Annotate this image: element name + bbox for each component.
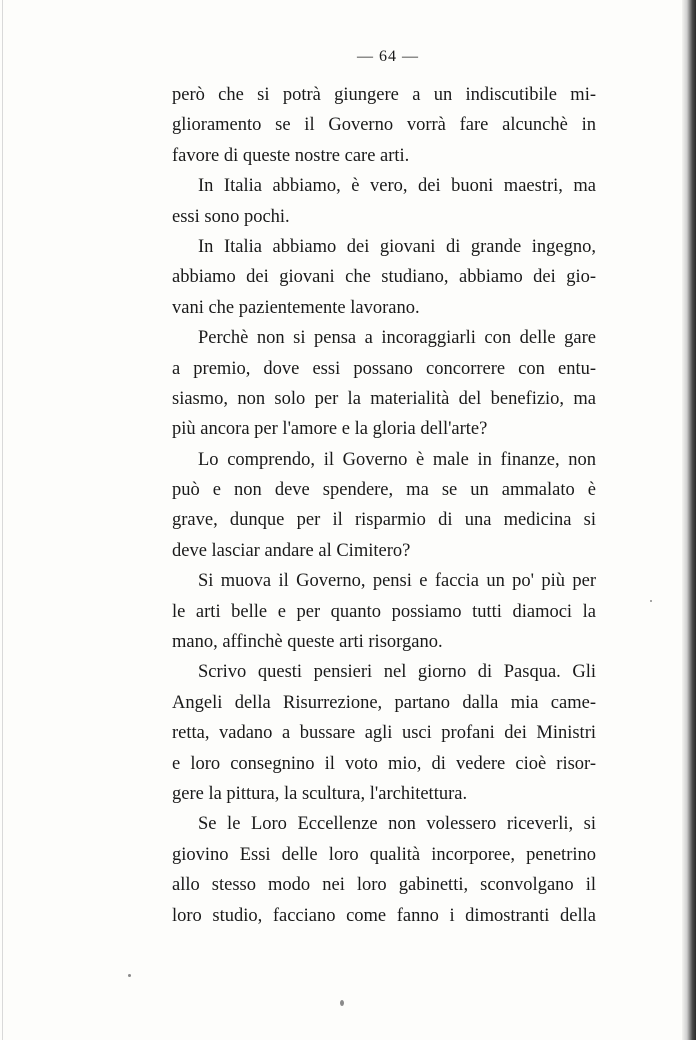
text-line: Si muova il Governo, pensi e faccia un po' più per [198,571,596,592]
text-line: In Italia abbiamo dei giovani di grande ingegno, [198,236,596,257]
text-line: può e non deve spendere, ma se un ammalato è [172,480,596,501]
text-line: vani che pazientemente lavorano. [172,297,420,318]
text-line: Angeli della Risurrezione, partano dalla mia came- [172,692,596,713]
text-line: In Italia abbiamo, è vero, dei buoni maestri, ma [198,176,596,197]
text-line: glioramento se il Governo vorrà fare alcunchè in [172,115,596,136]
text-line: Perchè non si pensa a incoraggiarli con delle gare [198,328,596,349]
text-line: favore di queste nostre care arti. [172,145,410,166]
text-line: grave, dunque per il risparmio di una medicina si [172,510,596,531]
body-text [172,80,596,931]
text-line: Scrivo questi pensieri nel giorno di Pasqua. Gli [198,662,596,683]
text-line: siasmo, non solo per la materialità del benefizio, ma [172,388,596,409]
text-line: però che si potrà giungere a un indiscutibile mi- [172,85,596,105]
text-line: abbiamo dei giovani che studiano, abbiamo dei gio- [172,267,596,288]
page-number: — 64 — [357,48,419,65]
page-binding-shadow [682,0,696,1040]
text-line: e loro consegnino il voto mio, di vedere cioè risor- [172,753,596,774]
page-left-edge [2,0,3,1040]
text-line: essi sono pochi. [172,206,290,227]
text-line: mano, affinchè queste arti risorgano. [172,632,443,653]
text-line: deve lasciar andare al Cimitero? [172,540,411,561]
text-line: retta, vadano a bussare agli usci profani dei Ministri [172,723,596,744]
text-line: allo stesso modo nei loro gabinetti, sconvolgano il [172,875,596,896]
text-line: Lo comprendo, il Governo è male in finanze, non [198,449,596,470]
text-line: più ancora per l'amore e la gloria dell'arte? [172,419,488,440]
paper-speck [128,974,131,977]
text-line: le arti belle e per quanto possiamo tutti diamoci la [172,601,596,622]
text-line: giovino Essi delle loro qualità incorporee, penetrino [172,844,596,865]
text-line: gere la pittura, la scultura, l'architettura. [172,783,468,804]
paper-speck [650,600,652,602]
text-line: a premio, dove essi possano concorrere con entu- [172,358,596,379]
text-line: loro studio, facciano come fanno i dimostranti della [172,905,596,926]
paper-speck [340,1000,344,1006]
text-line: Se le Loro Eccellenze non volessero riceverli, si [198,814,596,835]
